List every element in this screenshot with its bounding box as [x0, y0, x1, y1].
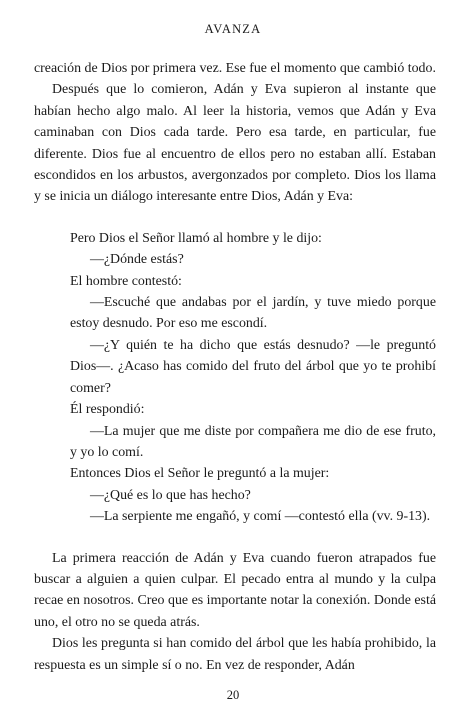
- quote-line: Él respondió:: [70, 402, 145, 418]
- quote-line: —¿Dónde estás?: [90, 252, 184, 268]
- paragraph-continuation: creación de Dios por primera vez. Ese fue el momento que cambió todo.: [34, 61, 436, 76]
- quote-line: —Escuché que andabas por el jardín, y tuve miedo porque estoy desnudo. Por eso me escondí.: [70, 295, 436, 332]
- quote-line: Pero Dios el Señor llamó al hombre y le dijo:: [70, 230, 322, 246]
- running-head: AVANZA: [204, 22, 262, 36]
- quote-line: —La serpiente me engañó, y comí —contestó ella (vv. 9-13).: [90, 509, 431, 525]
- quote-line: —¿Y quién te ha dicho que estás desnudo? —le preguntó Dios—. ¿Acaso has comido del fruto del árbol que yo te prohibí comer?: [70, 337, 436, 396]
- quote-line: Entonces Dios el Señor le preguntó a la mujer:: [70, 466, 330, 482]
- paragraph: Después que lo comieron, Adán y Eva supieron al instante que habían hecho algo malo. Al leer la historia, vemos que Adán y Eva caminaban con Dios cada tarde. Pero esa tarde, en particular, fue diferente. Dios fue al encuentro de ellos pero no estaban allí. Estaban escondidos en los arbustos, avergonzados por completo. Dios los llama y se inicia un diálogo interesante entre Dios, Adán y Eva:: [34, 82, 436, 205]
- paragraph: Dios les pregunta si han comido del árbol que les había prohibido, la respuesta es un simple sí o no. En vez de responder, Adán: [34, 636, 436, 673]
- page-number: 20: [226, 688, 240, 702]
- paragraph: La primera reacción de Adán y Eva cuando fueron atrapados fue buscar a alguien a quien culpar. El pecado entra al mundo y la culpa recae en nosotros. Creo que es importante notar la conexión. Donde está uno, el otro no se queda atrás.: [34, 550, 436, 630]
- quote-line: El hombre contestó:: [70, 273, 182, 289]
- body-text: [34, 58, 436, 676]
- quote-line: —¿Qué es lo que has hecho?: [90, 487, 251, 503]
- quote-line: —La mujer que me diste por compañera me dio de ese fruto, y yo lo comí.: [70, 423, 436, 460]
- scripture-quote: [34, 228, 436, 528]
